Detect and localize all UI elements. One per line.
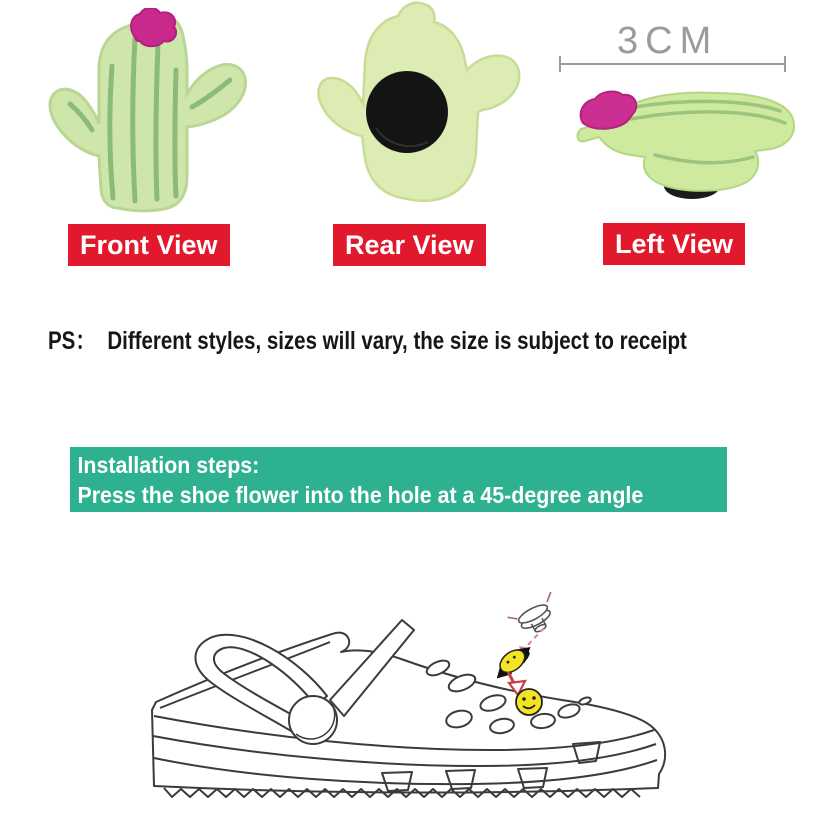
ps-text: Different styles, sizes will vary, the size is subject to receipt <box>107 327 687 355</box>
cactus-left-image <box>575 85 805 205</box>
charm-back-button <box>366 71 448 153</box>
charm-tilted-45 <box>489 640 537 683</box>
insertion-arrow-dashed <box>524 628 544 649</box>
cactus-flower <box>131 8 176 46</box>
cactus-front-image <box>40 8 260 218</box>
installation-banner <box>70 447 727 512</box>
shoe-body-outline <box>152 633 665 793</box>
charm-sketch <box>506 592 565 642</box>
installation-title: Installation steps: <box>77 452 260 478</box>
left-view-label: Left View <box>603 223 745 265</box>
shoe-installation-diagram <box>130 592 690 820</box>
ps-note <box>48 321 687 357</box>
strap-rivet <box>289 696 337 744</box>
rear-view-label: Rear View <box>333 224 486 266</box>
cactus-rear-image <box>310 0 560 212</box>
charm-smiley-installed <box>516 689 542 715</box>
ps-prefix: PS： <box>48 327 96 355</box>
installation-instruction: Press the shoe flower into the hole at a 45-degree angle <box>77 482 644 508</box>
front-view-label: Front View <box>68 224 230 266</box>
measurement-text: 3CM <box>617 20 719 62</box>
measurement-3cm <box>555 15 790 77</box>
